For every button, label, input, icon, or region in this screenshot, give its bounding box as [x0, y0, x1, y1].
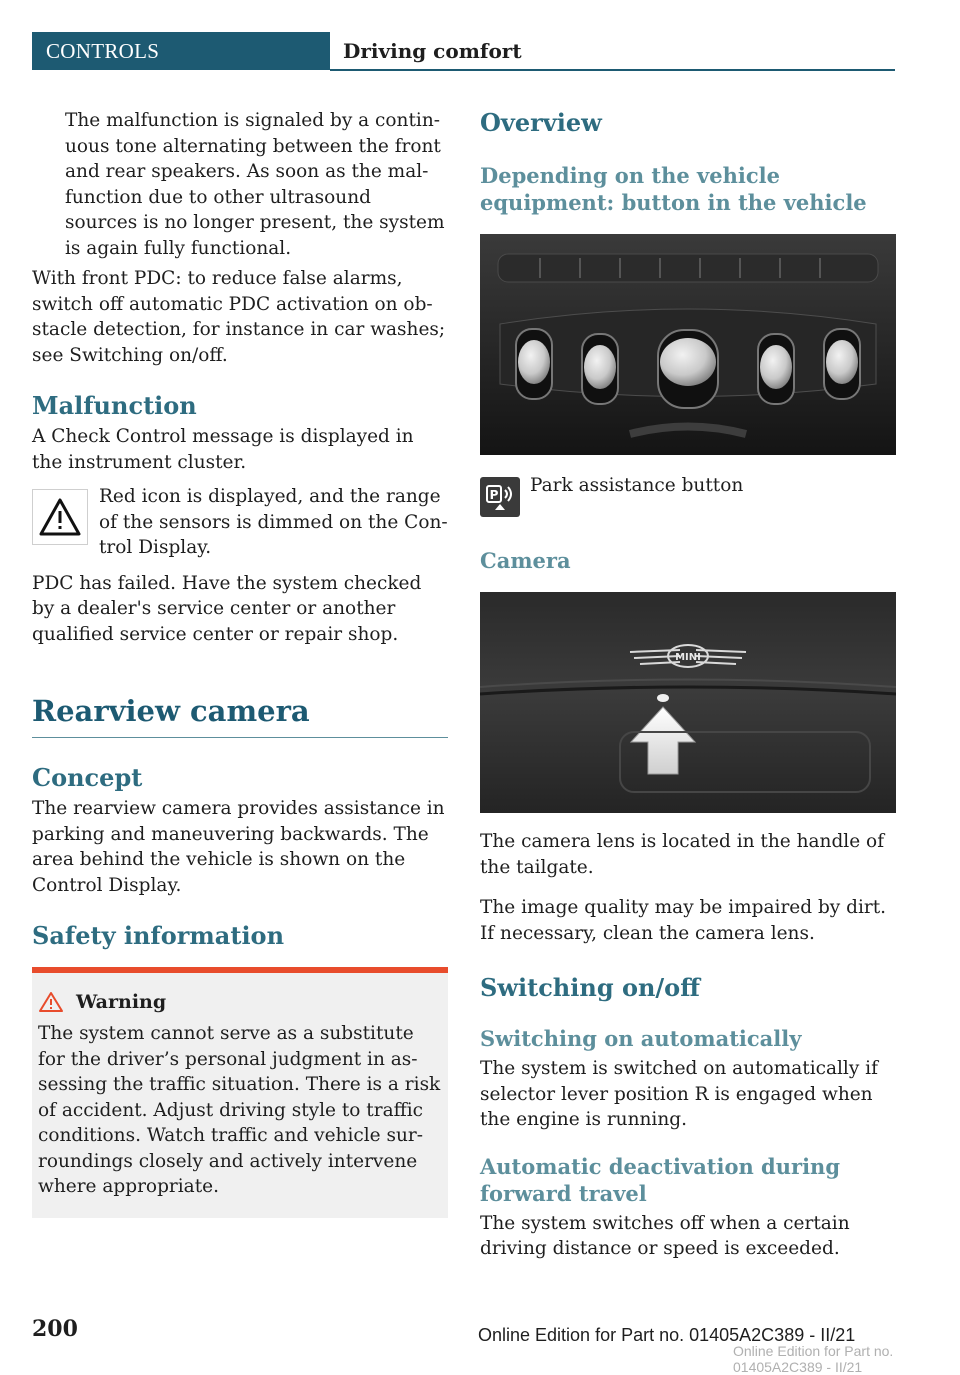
image-quality-text: The image quality may be impaired by dirt. If necessary, clean the camera lens. [480, 897, 887, 944]
camera-lens-text: The camera lens is located in the handle of the tailgate. [480, 831, 885, 878]
auto-on-heading: Switching on automatically [480, 1026, 802, 1051]
park-assistance-icon [480, 477, 520, 517]
auto-off-text: The system switches off when a certain driving distance or speed is exceeded. [480, 1212, 850, 1259]
warning-icon [38, 991, 64, 1013]
header-rule [330, 69, 895, 71]
safety-information-heading: Safety information [32, 921, 285, 950]
switching-heading: Switching on/off [480, 973, 700, 1002]
red-icon-text: Red icon is displayed, and the range of the sensors is dimmed on the Control Display. [99, 486, 448, 558]
concept-text: The rearview camera provides assistance in parking and maneuvering backwards. The area behind the vehicle is shown on the Control Display. [32, 798, 445, 896]
front-pdc-paragraph: With front PDC: to reduce false alarms, switch off automatic PDC activation on obstacle detection, for instance in car washes; see Switching on/off. [32, 268, 446, 366]
chapter-title: Driving comfort [343, 39, 522, 63]
equipment-heading: Depending on the vehicle equipment: button in the vehicle [480, 163, 867, 215]
mini-logo-text: MINI [675, 652, 701, 663]
malfunction-heading: Malfunction [32, 391, 197, 420]
rearview-camera-heading: Rearview camera [32, 694, 310, 728]
malfunction-tone-paragraph: The malfunction is signaled by a continuous tone alternating between the front and rear speakers. As soon as the malfunction due to other ultrasound sources is no longer present, the system is again fully functional. [65, 110, 445, 259]
warning-header [38, 991, 442, 1013]
heading-rule [32, 737, 448, 738]
camera-heading: Camera [480, 548, 571, 573]
park-assistance-note [480, 477, 896, 517]
section-label: CONTROLS [32, 32, 330, 70]
watermark-text: Online Edition for Part no. 01405A2C389 - II/21 [733, 1343, 894, 1375]
auto-on-text: The system is switched on automatically if selector lever position R is engaged when the engine is running. [480, 1058, 878, 1130]
edition-text: Online Edition for Part no. 01405A2C389 - II/21 [478, 1325, 856, 1345]
page-number: 200 [32, 1316, 78, 1342]
button-panel-photo [480, 234, 896, 455]
malfunction-text: A Check Control message is displayed in the instrument cluster. [32, 426, 414, 473]
overview-heading: Overview [480, 108, 602, 137]
left-column [32, 108, 448, 1218]
park-assistance-text: Park assistance button [530, 475, 744, 496]
warning-text: The system cannot serve as a substitute for the driver’s personal judgment in assessing the traffic situation. There is a risk of accident. Adjust driving style to traffic conditions. Watch traffic and vehicle surroundings closely and actively intervene where appropriate. [38, 1023, 441, 1197]
concept-heading: Concept [32, 763, 143, 792]
page-header [32, 32, 895, 70]
warning-box [32, 967, 448, 1218]
warning-triangle-icon [32, 489, 88, 545]
svg-text:P: P [489, 488, 499, 502]
camera-photo [480, 592, 896, 813]
auto-off-heading: Automatic deactivation during forward travel [480, 1153, 841, 1206]
right-column [480, 108, 896, 1262]
pdc-failed-text: PDC has failed. Have the system checked by a dealer's service center or another qualified service center or repair shop. [32, 572, 422, 645]
warning-label: Warning [76, 991, 167, 1013]
icon-note [32, 484, 448, 561]
